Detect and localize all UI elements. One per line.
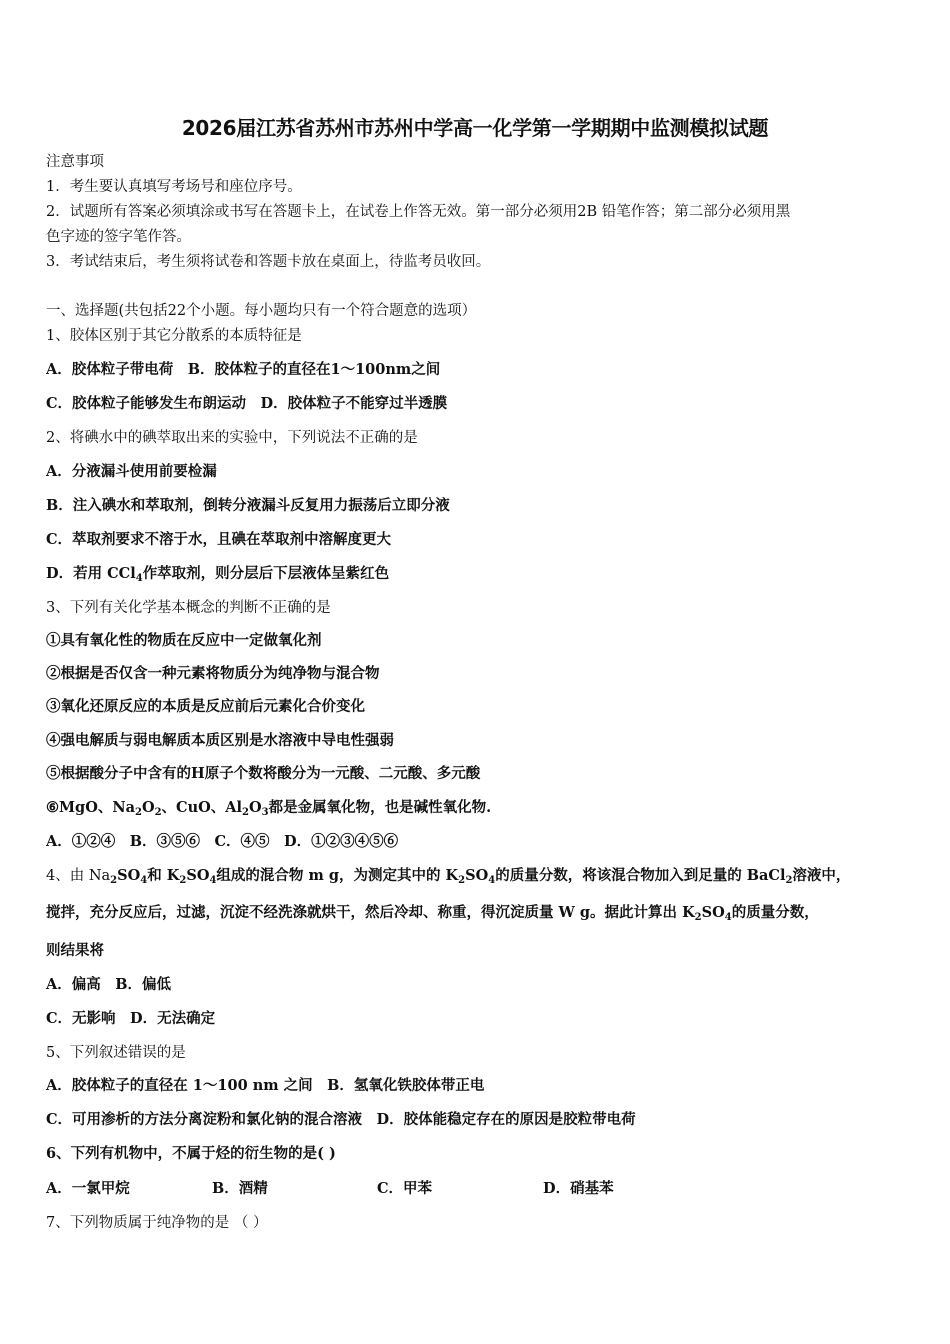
question-options: A．胶体粒子的直径在 1～100 nm 之间 B．氢氧化铁胶体带正电 — [46, 1077, 485, 1094]
question-options: C．可用渗析的方法分离淀粉和氯化钠的混合溶液 D．胶体能稳定存在的原因是胶粒带电荷 — [46, 1111, 636, 1128]
question-stem: 则结果将 — [46, 942, 104, 959]
question-stem: 搅拌，充分反应后，过滤，沉淀不经洗涤就烘干，然后冷却、称重，得沉淀质量 W g。据此计算出 $K_2SO_4$的质量分数， — [46, 904, 819, 923]
statement: ④强电解质与弱电解质本质区别是水溶液中导电性强弱 — [46, 732, 394, 749]
notice-item: 3．考试结束后，考生须将试卷和答题卡放在桌面上，待监考员收回。 — [46, 254, 491, 270]
question-options: A．偏高 B．偏低 — [46, 976, 172, 993]
notice-item: 2．试题所有答案必须填涂或书写在答题卡上，在试卷上作答无效。第一部分必须用2B 铅笔作答；第二部分必须用黑 — [46, 204, 791, 220]
question-stem: 7、下列物质属于纯净物的是 （ ） — [46, 1215, 268, 1231]
question-options: C．无影响 D．无法确定 — [46, 1010, 216, 1027]
option-c: C．萃取剂要求不溶于水，且碘在萃取剂中溶解度更大 — [46, 531, 392, 548]
question-stem: 1、胶体区别于其它分散系的本质特征是 — [46, 328, 302, 344]
notice-heading: 注意事项 — [46, 154, 104, 170]
page-title: 2026届江苏省苏州市苏州中学高一化学第一学期期中监测模拟试题 — [181, 116, 769, 140]
option-a: A．分液漏斗使用前要检漏 — [46, 463, 217, 480]
statement: ②根据是否仅含一种元素将物质分为纯净物与混合物 — [46, 665, 380, 682]
option-b: B．酒精 — [212, 1180, 268, 1197]
option-d: D．若用 CCl$_4$作萃取剂，则分层后下层液体呈紫红色 — [46, 565, 390, 584]
question-stem: 2、将碘水中的碘萃取出来的实验中，下列说法不正确的是 — [46, 430, 418, 446]
statement: ③氧化还原反应的本质是反应前后元素化合价变化 — [46, 698, 365, 715]
option-b: B．注入碘水和萃取剂，倒转分液漏斗反复用力振荡后立即分液 — [46, 497, 450, 514]
question-options: A．①②④ B．③⑤⑥ C．④⑤ D．①②③④⑤⑥ — [46, 833, 399, 850]
question-options: A．胶体粒子带电荷 B．胶体粒子的直径在1～100nm之间 — [46, 361, 441, 378]
statement: ⑤根据酸分子中含有的H原子个数将酸分为一元酸、二元酸、多元酸 — [46, 765, 481, 782]
statement: ⑥MgO、$Na_2O_2$、CuO、$Al_2O_3$都是金属氧化物，也是碱性氧化物. — [46, 799, 492, 818]
question-stem: 4、由 $Na_2SO_4$和 $K_2SO_4$组成的混合物 m g，为测定其中的 $K_2SO_4$的质量分数，将该混合物加入到足量的 BaCl$_2$溶液中， — [46, 867, 851, 886]
question-options: C．胶体粒子能够发生布朗运动 D．胶体粒子不能穿过半透膜 — [46, 395, 448, 412]
notice-item: 1．考生要认真填写考场号和座位序号。 — [46, 179, 302, 195]
option-a: A．一氯甲烷 — [46, 1180, 130, 1197]
question-stem: 3、下列有关化学基本概念的判断不正确的是 — [46, 600, 331, 616]
question-stem: 5、下列叙述错误的是 — [46, 1045, 186, 1061]
question-stem: 6、下列有机物中，不属于烃的衍生物的是( ) — [46, 1145, 336, 1162]
statement: ①具有氧化性的物质在反应中一定做氧化剂 — [46, 632, 322, 649]
option-c: C．甲苯 — [377, 1180, 433, 1197]
section-heading: 一、选择题(共包括22个小题。每小题均只有一个符合题意的选项） — [46, 303, 477, 319]
option-d: D．硝基苯 — [543, 1180, 614, 1197]
notice-item: 色字迹的签字笔作答。 — [46, 229, 191, 245]
